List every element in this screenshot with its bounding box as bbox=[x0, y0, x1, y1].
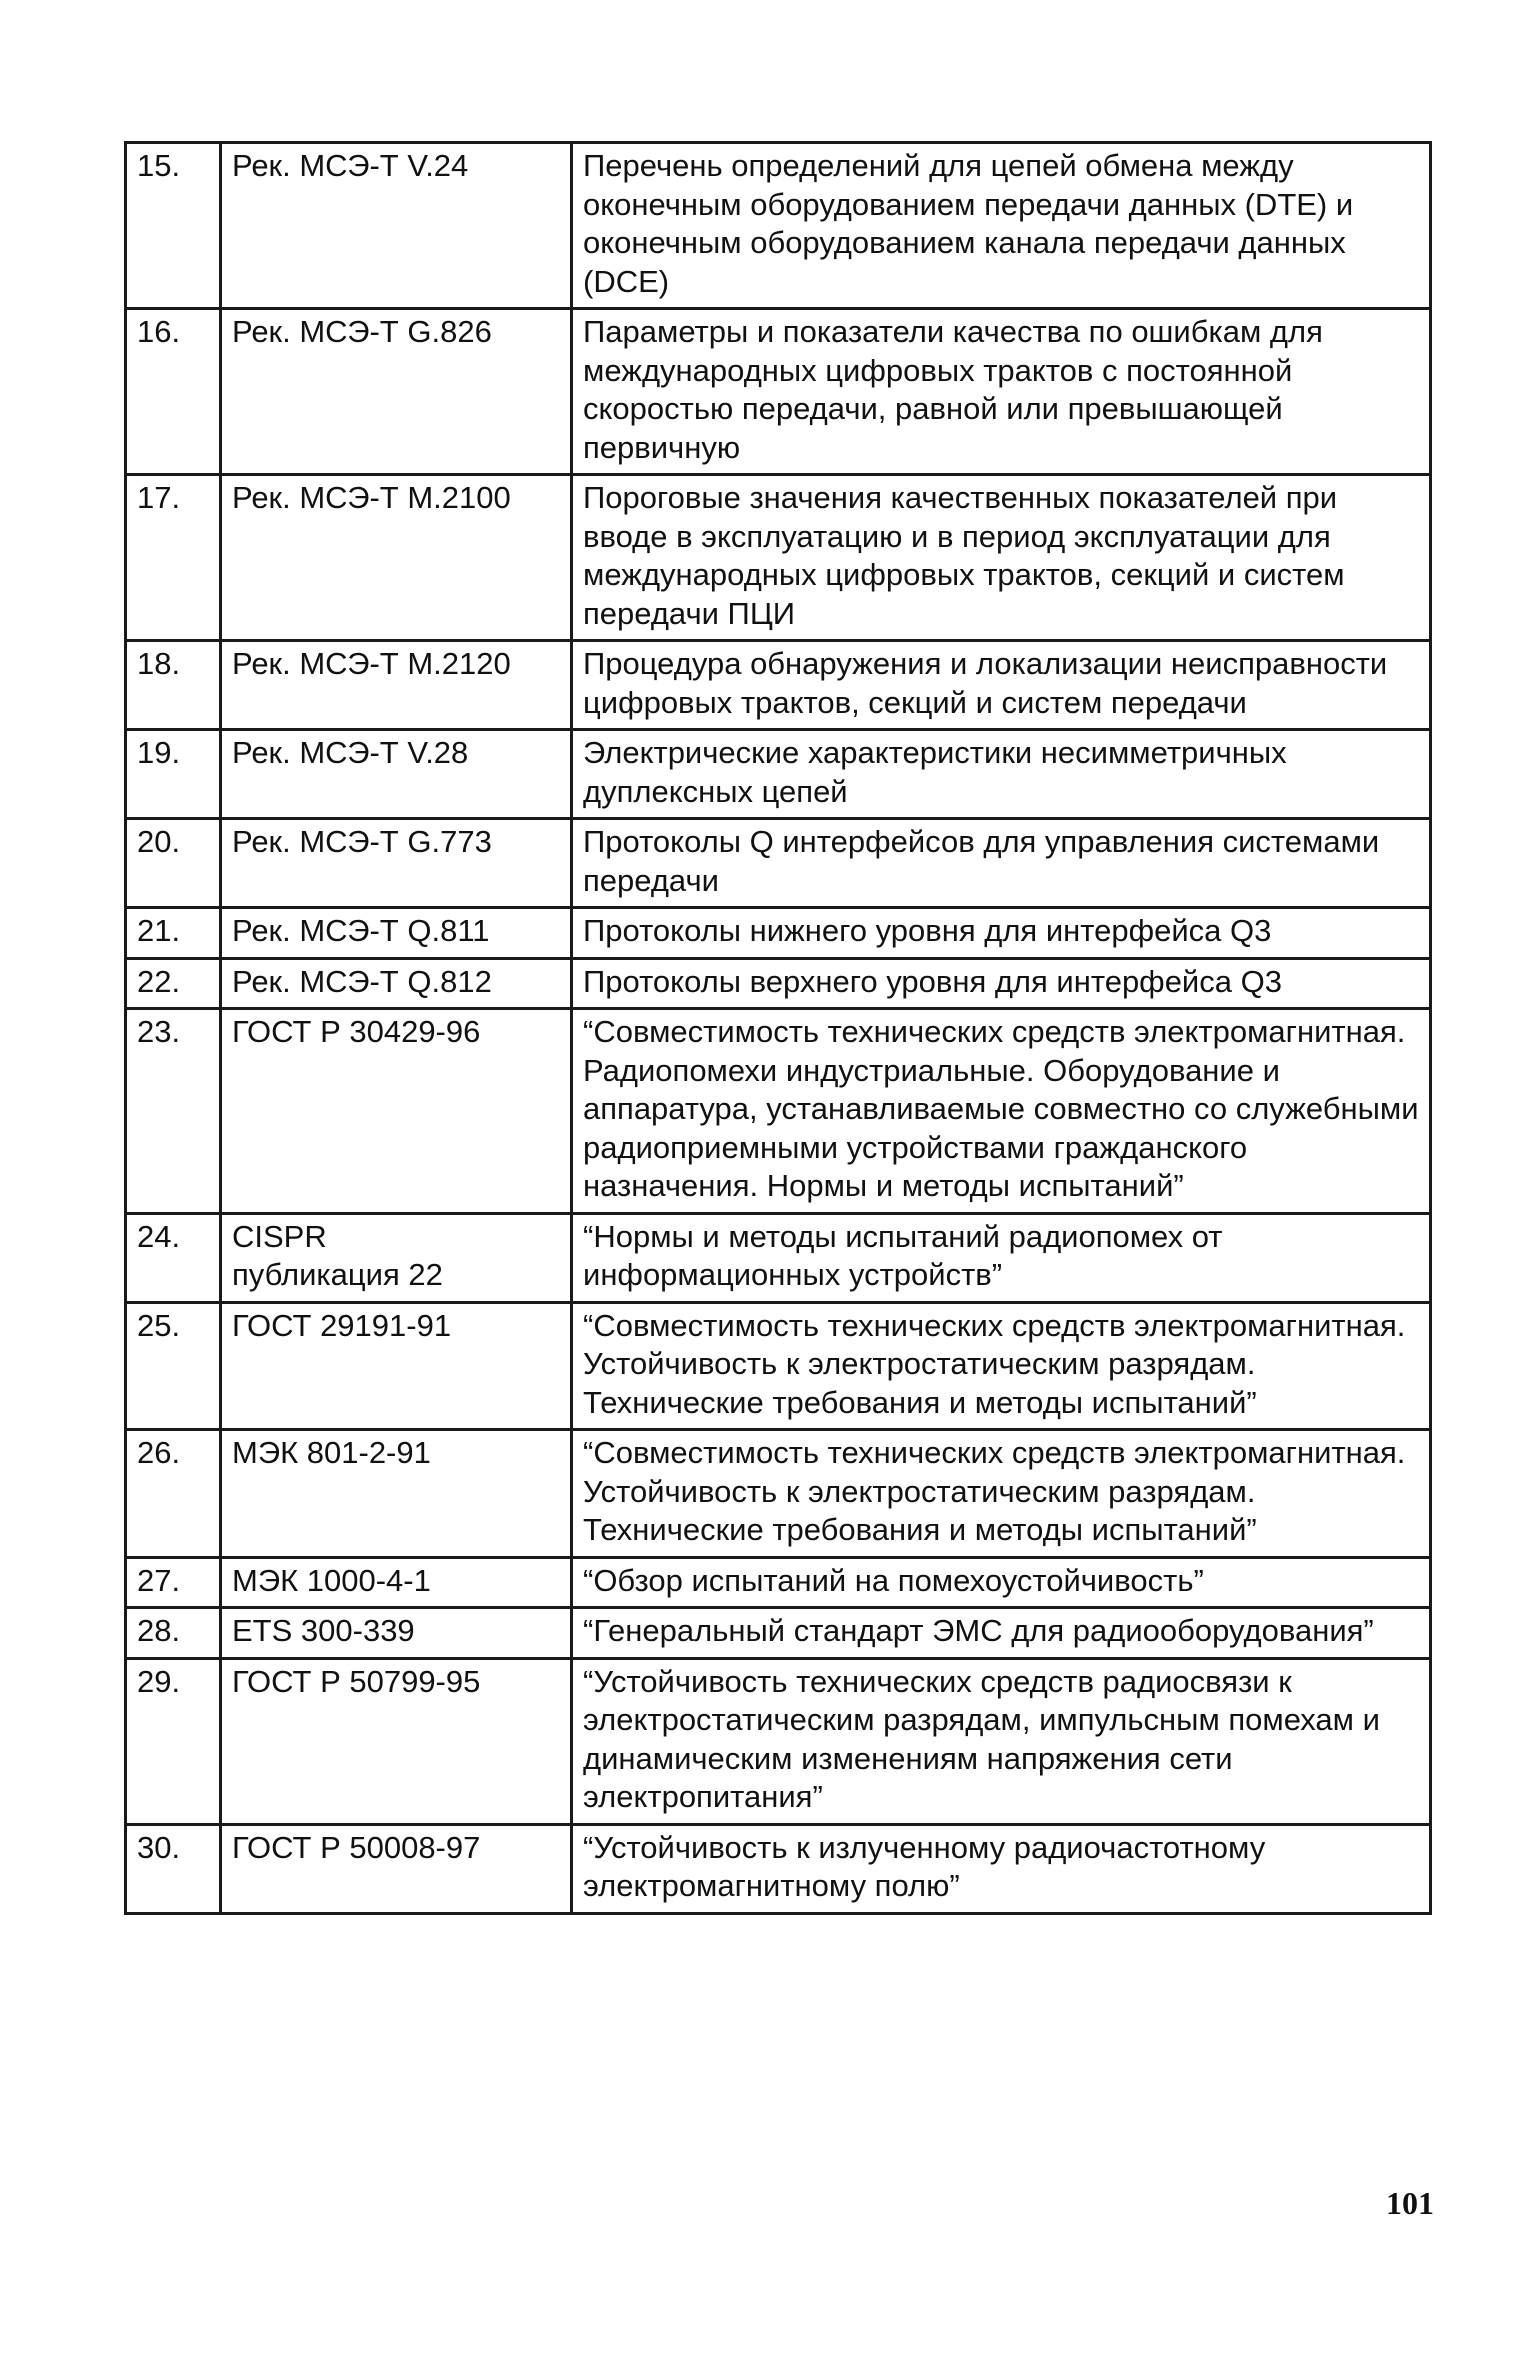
table-row bbox=[126, 1213, 1431, 1302]
standard-reference-cell: ГОСТ Р 30429-96 bbox=[221, 1009, 572, 1214]
row-number-cell: 15. bbox=[126, 143, 221, 309]
page-number: 101 bbox=[1386, 2185, 1434, 2221]
table-row bbox=[126, 1302, 1431, 1430]
standard-reference-cell: МЭК 801-2-91 bbox=[221, 1430, 572, 1558]
standard-title-cell: Перечень определений для цепей обмена между оконечным оборудованием передачи данных (DTE) и оконечным оборудованием канала передачи данных (DCE) bbox=[572, 143, 1431, 309]
standard-reference-cell: Рек. МСЭ-Т М.2100 bbox=[221, 475, 572, 641]
row-number-cell: 21. bbox=[126, 908, 221, 959]
table-row bbox=[126, 1009, 1431, 1214]
standard-title-cell: “Совместимость технических средств электромагнитная. Радиопомехи индустриальные. Оборудование и аппаратура, устанавливаемые совместно со служебными радиоприемными устройствами гражданского назначения. Нормы и методы испытаний” bbox=[572, 1009, 1431, 1214]
standard-reference-cell: ГОСТ Р 50008-97 bbox=[221, 1824, 572, 1913]
table-row bbox=[126, 958, 1431, 1009]
standard-reference-cell: Рек. МСЭ-Т М.2120 bbox=[221, 641, 572, 730]
standard-reference-cell: CISPR публикация 22 bbox=[221, 1213, 572, 1302]
standard-reference-cell: Рек. МСЭ-Т G.826 bbox=[221, 309, 572, 475]
row-number-cell: 24. bbox=[126, 1213, 221, 1302]
standard-title-cell: Пороговые значения качественных показателей при вводе в эксплуатацию и в период эксплуатации для международных цифровых трактов, секций и систем передачи ПЦИ bbox=[572, 475, 1431, 641]
table-row bbox=[126, 1557, 1431, 1608]
table-row bbox=[126, 143, 1431, 309]
standard-title-cell: Протоколы нижнего уровня для интерфейса Q3 bbox=[572, 908, 1431, 959]
standard-title-cell: “Обзор испытаний на помехоустойчивость” bbox=[572, 1557, 1431, 1608]
standard-title-cell: “Нормы и методы испытаний радиопомех от информационных устройств” bbox=[572, 1213, 1431, 1302]
standard-reference-cell: МЭК 1000-4-1 bbox=[221, 1557, 572, 1608]
standard-reference-cell: Рек. МСЭ-Т G.773 bbox=[221, 819, 572, 908]
row-number-cell: 17. bbox=[126, 475, 221, 641]
row-number-cell: 26. bbox=[126, 1430, 221, 1558]
standard-title-cell: “Устойчивость технических средств радиосвязи к электростатическим разрядам, импульсным помехам и динамическим изменениям напряжения сети электропитания” bbox=[572, 1658, 1431, 1824]
standard-reference-cell: Рек. МСЭ-Т V.24 bbox=[221, 143, 572, 309]
standard-reference-cell: ГОСТ 29191-91 bbox=[221, 1302, 572, 1430]
standard-title-cell: “Совместимость технических средств электромагнитная. Устойчивость к электростатическим разрядам. Технические требования и методы испытаний” bbox=[572, 1302, 1431, 1430]
row-number-cell: 20. bbox=[126, 819, 221, 908]
table-row bbox=[126, 641, 1431, 730]
standard-title-cell: Протоколы верхнего уровня для интерфейса Q3 bbox=[572, 958, 1431, 1009]
standard-reference-cell: Рек. МСЭ-Т Q.811 bbox=[221, 908, 572, 959]
row-number-cell: 22. bbox=[126, 958, 221, 1009]
table-row bbox=[126, 1430, 1431, 1558]
standard-title-cell: “Устойчивость к излученному радиочастотному электромагнитному полю” bbox=[572, 1824, 1431, 1913]
standard-title-cell: “Совместимость технических средств электромагнитная. Устойчивость к электростатическим разрядам. Технические требования и методы испытаний” bbox=[572, 1430, 1431, 1558]
standard-title-cell: Параметры и показатели качества по ошибкам для международных цифровых трактов с постоянной скоростью передачи, равной или превышающей первичную bbox=[572, 309, 1431, 475]
row-number-cell: 18. bbox=[126, 641, 221, 730]
row-number-cell: 27. bbox=[126, 1557, 221, 1608]
table-row bbox=[126, 730, 1431, 819]
table-row bbox=[126, 819, 1431, 908]
row-number-cell: 16. bbox=[126, 309, 221, 475]
row-number-cell: 30. bbox=[126, 1824, 221, 1913]
standards-table bbox=[124, 141, 1432, 1915]
standards-table-body bbox=[126, 143, 1431, 1914]
table-row bbox=[126, 1658, 1431, 1824]
row-number-cell: 29. bbox=[126, 1658, 221, 1824]
table-row bbox=[126, 1608, 1431, 1659]
row-number-cell: 23. bbox=[126, 1009, 221, 1214]
table-row bbox=[126, 908, 1431, 959]
standard-title-cell: Процедура обнаружения и локализации неисправности цифровых трактов, секций и систем передачи bbox=[572, 641, 1431, 730]
row-number-cell: 25. bbox=[126, 1302, 221, 1430]
row-number-cell: 19. bbox=[126, 730, 221, 819]
standard-reference-cell: Рек. МСЭ-Т Q.812 bbox=[221, 958, 572, 1009]
table-row bbox=[126, 1824, 1431, 1913]
standard-title-cell: “Генеральный стандарт ЭМС для радиооборудования” bbox=[572, 1608, 1431, 1659]
standard-title-cell: Электрические характеристики несимметричных дуплексных цепей bbox=[572, 730, 1431, 819]
row-number-cell: 28. bbox=[126, 1608, 221, 1659]
table-row bbox=[126, 309, 1431, 475]
standard-reference-cell: ETS 300-339 bbox=[221, 1608, 572, 1659]
table-row bbox=[126, 475, 1431, 641]
standard-title-cell: Протоколы Q интерфейсов для управления системами передачи bbox=[572, 819, 1431, 908]
standard-reference-cell: ГОСТ Р 50799-95 bbox=[221, 1658, 572, 1824]
standard-reference-cell: Рек. МСЭ-Т V.28 bbox=[221, 730, 572, 819]
